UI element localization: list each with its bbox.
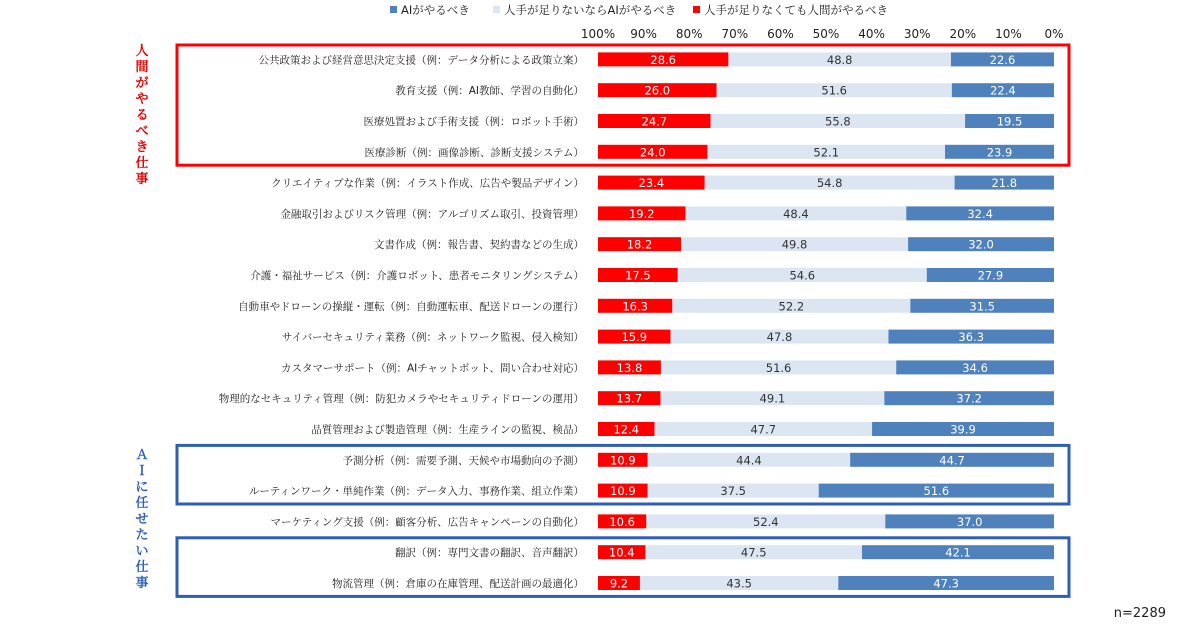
data-label-ai: 32.0 bbox=[968, 237, 994, 252]
x-tick-label: 10% bbox=[995, 27, 1022, 41]
data-label-mid: 49.1 bbox=[759, 391, 786, 406]
category-label: 物理的なセキュリティ管理（例：防犯カメラやセキュリティドローンの運用） bbox=[218, 393, 584, 406]
x-tick-label: 30% bbox=[903, 27, 931, 41]
data-label-mid: 52.2 bbox=[778, 299, 805, 314]
x-tick-label: 60% bbox=[767, 27, 794, 41]
data-label-ai: 51.6 bbox=[923, 484, 950, 499]
data-label-mid: 48.4 bbox=[783, 206, 809, 221]
data-label-human: 24.7 bbox=[641, 114, 668, 129]
x-tick-label: 70% bbox=[721, 27, 749, 41]
data-label-mid: 43.5 bbox=[726, 576, 752, 591]
data-label-ai: 19.5 bbox=[996, 114, 1023, 129]
data-label-ai: 37.0 bbox=[956, 514, 983, 529]
data-label-human: 15.9 bbox=[621, 330, 648, 345]
data-label-ai: 31.5 bbox=[969, 299, 995, 314]
x-tick-label: 20% bbox=[949, 27, 977, 41]
data-label-human: 10.4 bbox=[608, 545, 635, 560]
data-label-mid: 37.5 bbox=[720, 484, 747, 499]
data-label-ai: 32.4 bbox=[967, 206, 993, 221]
x-tick-label: 0% bbox=[1044, 27, 1064, 41]
category-label: 介護・福祉サービス（例：介護ロボット、患者モニタリングシステム） bbox=[250, 270, 584, 282]
data-label-ai: 22.6 bbox=[989, 52, 1016, 67]
category-label: 予測分析（例：需要予測、天候や市場動向の予測） bbox=[342, 454, 584, 467]
category-label: 自動車やドローンの操縦・運転（例：自動運転車、配送ドローンの運行） bbox=[238, 300, 584, 313]
category-label: 医療診断（例：画像診断、診断支援システム） bbox=[364, 146, 584, 159]
category-label: サイバーセキュリティ業務（例：ネットワーク監視、侵入検知） bbox=[281, 331, 584, 344]
x-tick-label: 100% bbox=[580, 27, 616, 41]
data-label-ai: 23.9 bbox=[986, 145, 1013, 160]
data-label-ai: 44.7 bbox=[939, 453, 965, 468]
legend-swatch-human bbox=[693, 6, 700, 13]
x-tick-label: 80% bbox=[675, 27, 703, 41]
data-label-mid: 54.8 bbox=[816, 176, 843, 191]
category-label: 文書作成（例：報告書、契約書などの生成） bbox=[374, 239, 584, 252]
data-label-ai: 22.4 bbox=[990, 83, 1016, 98]
data-label-human: 23.4 bbox=[638, 176, 665, 191]
data-label-mid: 47.5 bbox=[740, 545, 767, 560]
category-label: 医療処置および手術支援（例：ロボット手術） bbox=[363, 116, 584, 128]
data-label-human: 9.2 bbox=[609, 576, 629, 591]
legend-label-ai: AIがやるべき bbox=[401, 3, 470, 17]
data-label-mid: 44.4 bbox=[736, 453, 762, 468]
data-label-human: 28.6 bbox=[650, 52, 677, 67]
data-label-mid: 52.4 bbox=[753, 514, 779, 529]
legend-swatch-mid bbox=[493, 6, 500, 13]
data-label-mid: 51.6 bbox=[765, 360, 792, 375]
data-label-mid: 55.8 bbox=[825, 114, 851, 129]
data-label-mid: 47.8 bbox=[766, 330, 793, 345]
x-tick-label: 50% bbox=[812, 27, 840, 41]
category-label: 金融取引およびリスク管理（例：アルゴリズム取引、投資管理） bbox=[280, 208, 584, 221]
data-label-ai: 27.9 bbox=[977, 268, 1004, 283]
data-label-human: 17.5 bbox=[625, 268, 651, 283]
data-label-mid: 49.8 bbox=[781, 237, 808, 252]
category-label: 公共政策および経営意思決定支援（例：データ分析による政策立案） bbox=[258, 54, 584, 67]
data-label-human: 16.3 bbox=[622, 299, 648, 314]
data-label-ai: 21.8 bbox=[991, 176, 1018, 191]
data-label-mid: 52.1 bbox=[813, 145, 840, 160]
data-label-ai: 47.3 bbox=[933, 576, 959, 591]
data-label-mid: 47.7 bbox=[750, 422, 777, 437]
data-label-human: 24.0 bbox=[639, 145, 666, 160]
legend-swatch-ai bbox=[390, 6, 397, 13]
data-label-ai: 42.1 bbox=[945, 545, 971, 560]
data-label-ai: 34.6 bbox=[962, 360, 988, 375]
category-label: ルーティンワーク・単純作業（例：データ入力、事務作業、組立作業） bbox=[248, 485, 584, 498]
data-label-human: 10.9 bbox=[610, 453, 636, 468]
data-label-human: 19.2 bbox=[628, 206, 655, 221]
data-label-human: 26.0 bbox=[644, 83, 671, 98]
data-label-human: 10.6 bbox=[609, 514, 635, 529]
ai-jobs-side-label: ＡＩに任せたい仕事 bbox=[135, 448, 149, 591]
data-label-ai: 39.9 bbox=[950, 422, 976, 437]
category-label: マーケティング支援（例：顧客分析、広告キャンペーンの自動化） bbox=[270, 516, 584, 529]
data-label-ai: 36.3 bbox=[958, 330, 985, 345]
category-label: 物流管理（例：倉庫の在庫管理、配送計画の最適化） bbox=[332, 578, 584, 590]
data-label-human: 10.9 bbox=[610, 484, 636, 499]
sample-size-label: n=2289 bbox=[1113, 606, 1166, 621]
human-jobs-side-label: 人間がやるべき仕事 bbox=[135, 44, 149, 187]
data-label-mid: 51.6 bbox=[821, 83, 848, 98]
category-label: カスタマーサポート（例：AIチャットボット、問い合わせ対応） bbox=[280, 362, 584, 375]
legend-label-human: 人手が足りなくても人間がやるべき bbox=[704, 3, 888, 17]
data-label-human: 13.7 bbox=[616, 391, 643, 406]
data-label-human: 18.2 bbox=[626, 237, 653, 252]
data-label-human: 13.8 bbox=[616, 360, 643, 375]
x-tick-label: 40% bbox=[858, 27, 885, 41]
category-label: 教育支援（例：AI教師、学習の自動化） bbox=[395, 85, 584, 98]
category-label: 翻訳（例：専門文書の翻訳、音声翻訳） bbox=[395, 547, 584, 560]
category-label: クリエイティブな作業（例：イラスト作成、広告や製品デザイン） bbox=[271, 177, 584, 190]
category-label: 品質管理および製造管理（例：生産ラインの監視、検品） bbox=[311, 424, 584, 436]
x-tick-label: 90% bbox=[630, 27, 657, 41]
data-label-ai: 37.2 bbox=[956, 391, 982, 406]
data-label-human: 12.4 bbox=[613, 422, 640, 437]
data-label-mid: 48.8 bbox=[826, 52, 853, 67]
data-label-mid: 54.6 bbox=[789, 268, 816, 283]
legend-label-mid: 人手が足りないならAIがやるべき bbox=[504, 3, 677, 17]
